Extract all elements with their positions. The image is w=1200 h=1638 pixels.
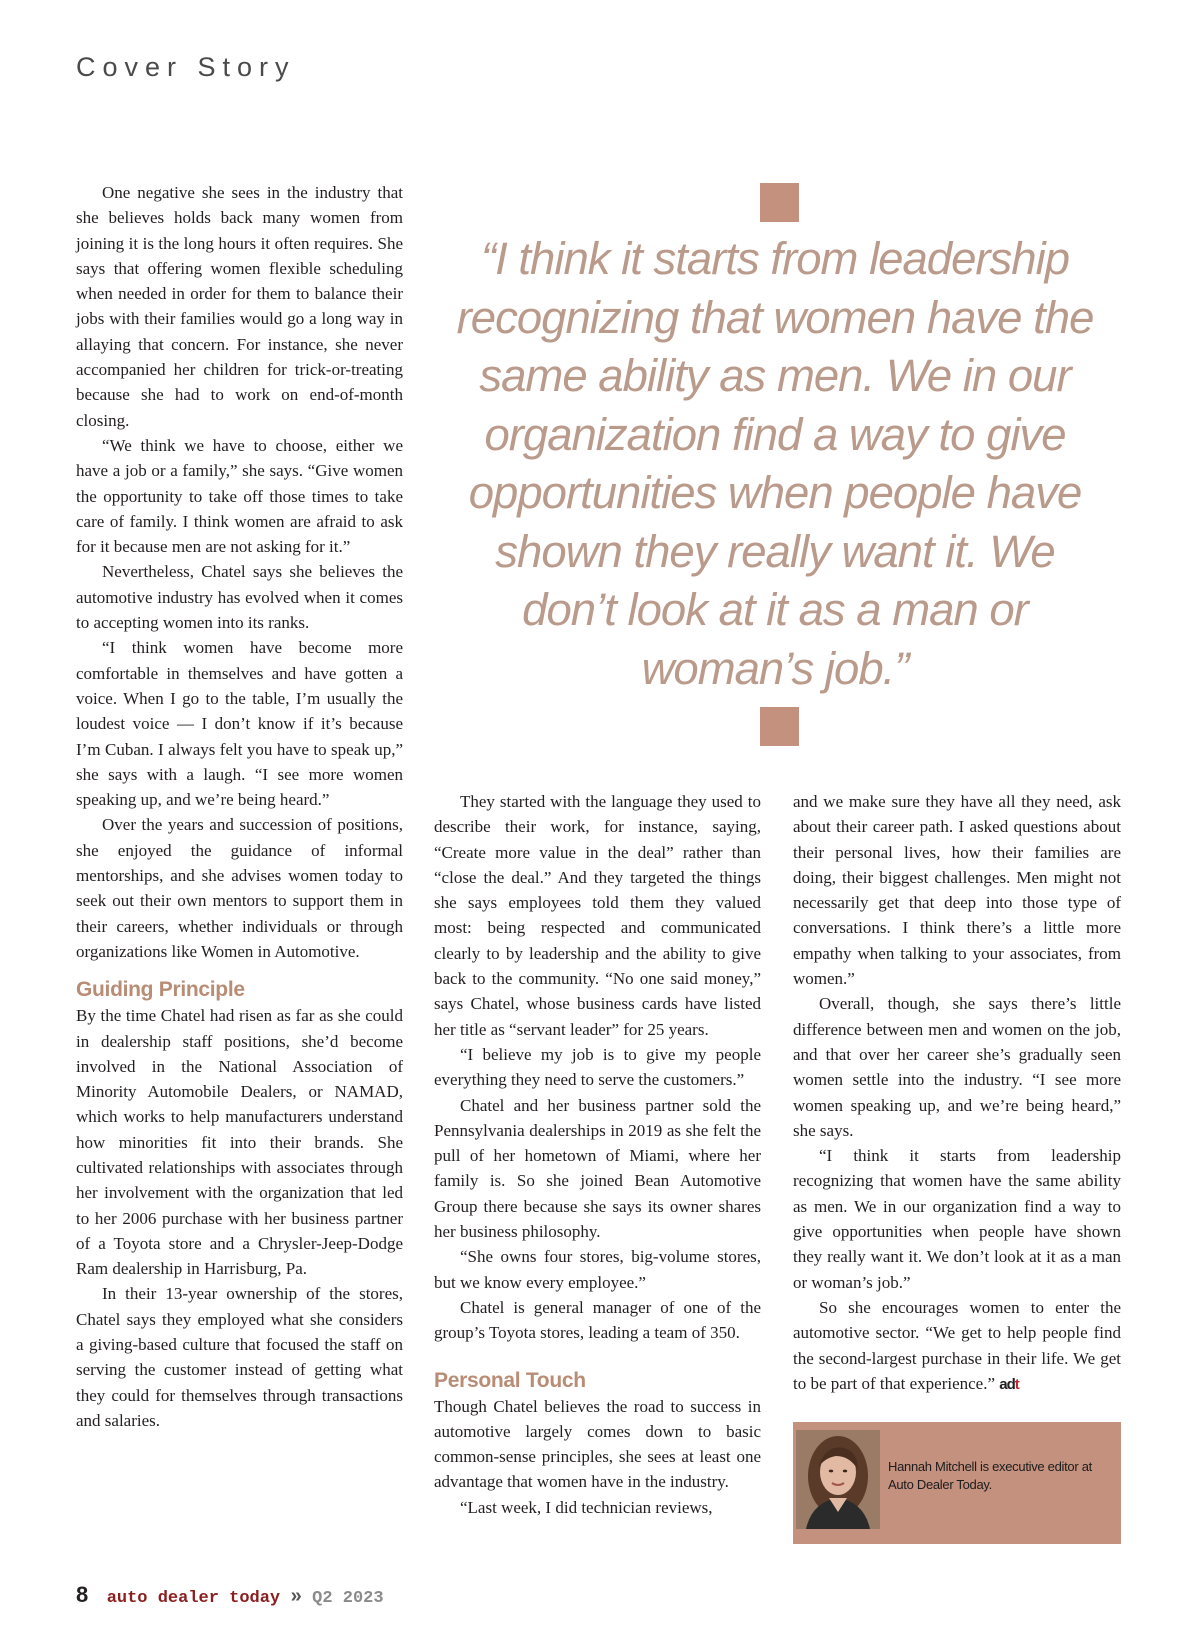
body-paragraph: “I think women have become more comfortable in themselves and have gotten a voice. When I go to the table, I’m usually the loudest voice — I don’t know if it’s because I’m Cuban. I always felt you have to speak up,” she says with a laugh. “I see more women speaking up, and we’re being heard.”	[76, 638, 403, 810]
body-paragraph: “I think it starts from leadership recognizing that women have the same ability as men. We in our organization find a way to give opportunities when people have shown they really want it. We don’t look at it as a man or woman’s job.”	[793, 1146, 1121, 1292]
article-column-2	[434, 789, 761, 1520]
body-paragraph: One negative she sees in the industry that she believes holds back many women from joining it is the long hours it often requires. She says that offering women flexible scheduling when needed in order for them to balance their jobs with their families would go a long way in allaying that concern. For instance, she never accompanied her children for trick-or-treating because she had to work on end-of-month closing.	[76, 183, 403, 430]
last-paragraph-text: So she encourages women to enter the automotive sector. “We get to help people find the second-largest purchase in their life. We get to be part of that experience.”	[793, 1297, 1121, 1393]
article-column-3	[793, 789, 1121, 1397]
page-footer	[76, 1582, 384, 1608]
body-paragraph: “She owns four stores, big-volume stores, but we know every employee.”	[434, 1247, 761, 1292]
footer-separator-icon: »	[290, 1585, 302, 1607]
pull-quote: “I think it starts from leadership recognizing that women have the same ability as men. We in our organization find a way to give opportunities when people have shown they really want it. We don’t look at it as a man or woman’s job.”	[456, 233, 1094, 694]
subhead-guiding-principle: Guiding Principle	[76, 978, 245, 1002]
body-paragraph: Chatel is general manager of one of the group’s Toyota stores, leading a team of 350.	[434, 1297, 761, 1343]
body-paragraph: Though Chatel believes the road to success in automotive largely comes down to basic common-sense principles, she sees at least one advantage that women have in the industry.	[434, 1396, 761, 1492]
subhead-personal-touch: Personal Touch	[434, 1368, 586, 1392]
author-bio-box	[793, 1422, 1121, 1544]
body-paragraph: “Last week, I did technician reviews,	[460, 1497, 713, 1517]
body-paragraph: By the time Chatel had risen as far as she could in dealership staff positions, she’d become involved in the National Association of Minority Automobile Dealers, or NAMAD, which works to help manufacturers understand how minorities fit into their brands. She cultivated relationships with associates through her involvement with the organization that led to her 2006 purchase with her business partner of a Toyota store and a Chrysler-Jeep-Dodge Ram dealership in Harrisburg, Pa.	[76, 1006, 403, 1279]
issue-label: Q2 2023	[312, 1589, 384, 1608]
author-bio-text: Hannah Mitchell is executive editor at Auto Dealer Today.	[888, 1459, 1092, 1492]
quote-ornament-top	[760, 183, 799, 222]
body-paragraph: Nevertheless, Chatel says she believes the automotive industry has evolved when it comes to accepting women into its ranks.	[76, 562, 403, 633]
body-paragraph: Overall, though, she says there’s little difference between men and women on the job, and that over her career she’s gradually seen women settle into the industry. “I see more women speaking up, and we’re being heard,” she says.	[793, 994, 1121, 1140]
page-number: 8	[76, 1582, 89, 1607]
section-header: Cover Story	[76, 52, 296, 82]
end-mark-logo: adt	[999, 1375, 1019, 1393]
body-paragraph: In their 13-year ownership of the stores, Chatel says they employed what she considers a giving-based culture that focused the staff on serving the customer instead of getting what they could for themselves through transactions and salaries.	[76, 1284, 403, 1430]
article-column-1	[76, 180, 403, 1433]
publication-name: auto dealer today	[106, 1589, 281, 1608]
body-paragraph: and we make sure they have all they need, ask about their career path. I asked questions about their personal lives, how their families are doing, their biggest challenges. Men might not necessarily get that deep into those type of conversations. I think there’s a little more empathy when talking to your associates, from women.”	[793, 792, 1121, 989]
body-paragraph: Over the years and succession of positions, she enjoyed the guidance of informal mentorships, and she advises women today to seek out their own mentors to support them in their careers, whether individuals or through organizations like Women in Automotive.	[76, 815, 403, 961]
body-paragraph-last	[793, 1295, 1121, 1397]
body-paragraph: “I believe my job is to give my people everything they need to serve the customers.”	[434, 1044, 761, 1090]
author-portrait-icon	[796, 1430, 880, 1529]
author-photo	[796, 1430, 880, 1529]
body-paragraph: They started with the language they used to describe their work, for instance, saying, “Create more value in the deal” rather than “close the deal.” And they targeted the things she says employees told them they valued most: being respected and communicated clearly to by leadership and the ability to give back to the community. “No one said money,” says Chatel, whose business cards have listed her title as “servant leader” for 25 years.	[434, 792, 761, 1039]
body-paragraph: “We think we have to choose, either we have a job or a family,” she says. “Give women the opportunity to take off those times to take care of family. I think women are afraid to ask for it because men are not asking for it.”	[76, 435, 403, 557]
quote-ornament-bottom	[760, 707, 799, 746]
body-paragraph: Chatel and her business partner sold the Pennsylvania dealerships in 2019 as she felt the pull of her hometown of Miami, where her family is. So she joined Bean Automotive Group there because she says its owner shares her business philosophy.	[434, 1095, 761, 1242]
